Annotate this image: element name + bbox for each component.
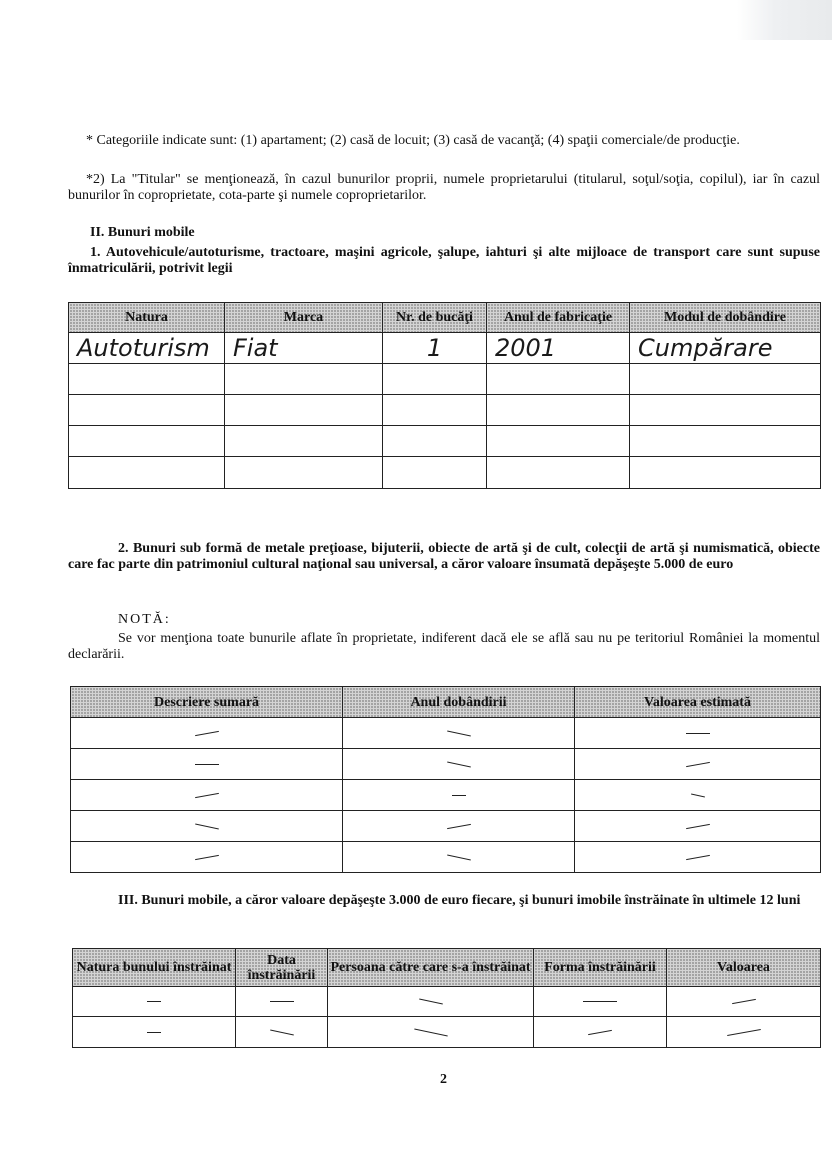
header-modul-dobandire: Modul de dobândire [630, 303, 821, 333]
cell-marca: Fiat [225, 333, 383, 364]
cell-anul-fabricatie: 2001 [487, 333, 630, 364]
header-natura: Natura [69, 303, 225, 333]
scan-corner-mark [737, 0, 832, 40]
header-persoana: Persoana către care s-a înstrăinat [328, 949, 534, 987]
dash-mark [727, 1029, 761, 1036]
dash-mark [583, 1001, 617, 1002]
table-row [71, 811, 821, 842]
dash-mark [447, 730, 471, 736]
table-row [69, 395, 821, 426]
header-forma-instrainarii: Forma înstrăinării [534, 949, 667, 987]
table-row [69, 426, 821, 457]
alienated-goods-table [72, 948, 821, 1048]
note-text: Se vor menţiona toate bunurile aflate în proprietate, indiferent dacă ele se află sau nu pe teritoriul României la momentul declarării. [68, 631, 820, 662]
header-natura-bunului: Natura bunului înstrăinat [73, 949, 236, 987]
subsection-vehicles-title: 1. Autovehicule/autoturisme, tractoare, maşini agricole, şalupe, iahturi şi alte mijloace de transport care sunt supuse înmatriculării, potrivit legii [68, 245, 820, 276]
dash-mark [447, 824, 471, 829]
categories-note: * Categoriile indicate sunt: (1) apartament; (2) casă de locuit; (3) casă de vacanţă; (4) spaţii comerciale/de producţie. [86, 133, 740, 148]
dash-mark [588, 1030, 612, 1035]
subsection-precious-goods-title: 2. Bunuri sub formă de metale preţioase, bijuterii, obiecte de artă şi de cult, colecţii de artă şi numismatică, obiecte care fac parte din patrimoniul cultural naţional sau universal, a căror valoare însumată depăşeşte 5.000 de euro [68, 541, 820, 572]
section-iii-title: III. Bunuri mobile, a căror valoare depăşeşte 3.000 de euro fiecare, şi bunuri imobile înstrăinate în ultimele 12 luni [118, 893, 801, 908]
header-anul-dobandirii: Anul dobândirii [343, 687, 575, 718]
vehicles-table [68, 302, 821, 489]
header-descriere: Descriere sumară [71, 687, 343, 718]
dash-mark [447, 854, 471, 860]
dash-mark [414, 1028, 447, 1036]
dash-mark [195, 764, 219, 765]
titular-note: *2) La "Titular" se menţionează, în cazul bunurilor proprii, numele proprietarului (titularul, soţul/soţia, copilul), iar în cazul bunurilor în coproprietate, cota-parte şi numele coproprietarilor. [68, 172, 820, 203]
section-ii-title: II. Bunuri mobile [90, 225, 195, 240]
dash-mark [147, 1001, 161, 1002]
table-row [71, 749, 821, 780]
dash-mark [686, 733, 710, 734]
note-label: NOTĂ: [118, 612, 171, 627]
precious-goods-table [70, 686, 821, 873]
table-row [73, 987, 821, 1017]
table-row [73, 1017, 821, 1048]
page-number: 2 [440, 1072, 447, 1087]
table-row [71, 780, 821, 811]
dash-mark [270, 1001, 294, 1002]
dash-mark [270, 1029, 294, 1035]
dash-mark [419, 999, 443, 1005]
header-nr-bucati: Nr. de bucăţi [383, 303, 487, 333]
dash-mark [452, 795, 466, 796]
header-valoarea-estimata: Valoarea estimată [575, 687, 821, 718]
dash-mark [686, 762, 710, 767]
dash-mark [691, 793, 705, 797]
dash-mark [686, 855, 710, 860]
header-marca: Marca [225, 303, 383, 333]
cell-natura: Autoturism [69, 333, 225, 364]
dash-mark [147, 1032, 161, 1033]
dash-mark [732, 999, 756, 1004]
table-row [71, 842, 821, 873]
dash-mark [195, 793, 219, 798]
header-anul-fabricatie: Anul de fabricaţie [487, 303, 630, 333]
header-valoarea: Valoarea [667, 949, 821, 987]
dash-mark [447, 761, 471, 767]
table-row [71, 718, 821, 749]
table-row [69, 457, 821, 489]
cell-modul-dobandire: Cumpărare [630, 333, 821, 364]
header-data-instrainarii: Data înstrăinării [236, 949, 328, 987]
dash-mark [686, 824, 710, 829]
table-row [69, 364, 821, 395]
table-row [69, 333, 821, 364]
dash-mark [195, 823, 219, 829]
cell-nr-bucati: 1 [383, 333, 487, 364]
dash-mark [195, 731, 219, 736]
dash-mark [195, 855, 219, 860]
